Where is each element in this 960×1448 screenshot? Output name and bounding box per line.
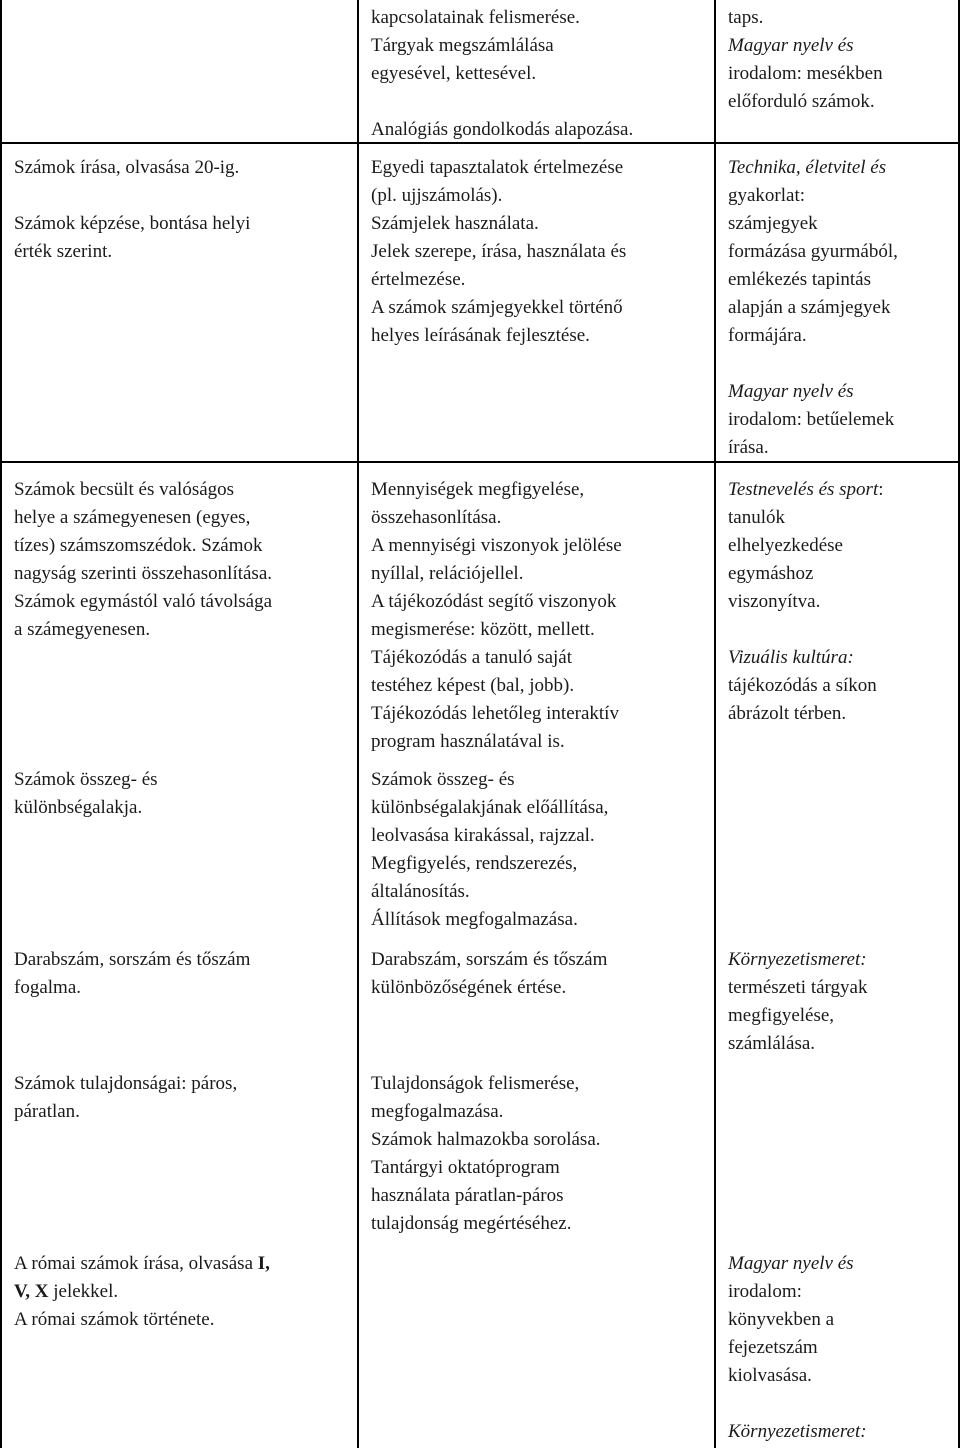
text-line: használata páratlan-páros (371, 1185, 564, 1206)
text-line: Számok halmazokba sorolása. (371, 1129, 601, 1150)
text-line: A tájékozódást segítő viszonyok (371, 591, 617, 612)
text-line: értelmezése. (371, 269, 466, 290)
text-line: (pl. ujjszámolás). (371, 185, 503, 206)
text-line: formájára. (728, 325, 807, 346)
text-line: fogalma. (14, 977, 82, 998)
text-line: viszonyítva. (728, 591, 821, 612)
colon: : (878, 479, 884, 500)
text-line: A számok számjegyekkel történő (371, 297, 623, 318)
text-line: helye a számegyenesen (egyes, (14, 507, 251, 528)
text-line: Egyedi tapasztalatok értelmezése (371, 157, 624, 178)
table-border-col2 (714, 0, 716, 1448)
text-span: jelekkel. (48, 1281, 119, 1302)
row4-col2 (371, 946, 607, 1002)
subject-label: Magyar nyelv és (728, 381, 854, 402)
text-line: Analógiás gondolkodás alapozása. (371, 119, 634, 140)
text-line: Jelek szerepe, írása, használata és (371, 241, 627, 262)
text-line: irodalom: betűelemek (728, 409, 895, 430)
text-line: tulajdonság megértéséhez. (371, 1213, 572, 1234)
text-line: Mennyiségek megfigyelése, (371, 479, 585, 500)
subject-heading (728, 476, 884, 504)
text-line: tanulók (728, 507, 785, 528)
text-line: testéhez képest (bal, jobb). (371, 675, 575, 696)
text-line: Számok összeg- és (14, 769, 158, 790)
row6-col1 (14, 1250, 270, 1334)
row6-col3 (728, 1250, 867, 1446)
subject-label: Vizuális kultúra: (728, 647, 854, 668)
text-line (14, 1278, 270, 1306)
text-line: Darabszám, sorszám és tőszám (371, 949, 608, 970)
text-line: számlálása. (728, 1033, 816, 1054)
row4-col3 (728, 946, 867, 1058)
roman-numeral: I, (257, 1253, 270, 1274)
row2-col2 (371, 476, 622, 756)
roman-numeral: V, X (14, 1281, 49, 1302)
subject-label: Környezetismeret: (728, 949, 867, 970)
text-line: nagyság szerinti összehasonlítása. (14, 563, 273, 584)
text-line: formázása gyurmából, (728, 241, 898, 262)
text-line: megfogalmazása. (371, 1101, 504, 1122)
text-line: Tájékozódás a tanuló saját (371, 647, 573, 668)
top-row-col2 (371, 4, 633, 144)
text-line: program használatával is. (371, 731, 565, 752)
row3-col1 (14, 766, 158, 822)
text-line: megismerése: között, mellett. (371, 619, 595, 640)
text-line: Számok írása, olvasása 20-ig. (14, 157, 240, 178)
text-line: Megfigyelés, rendszerezés, (371, 853, 578, 874)
text-line: egymáshoz (728, 563, 814, 584)
row1-col1 (14, 154, 250, 266)
text-line: emlékezés tapintás (728, 269, 871, 290)
text-line: gyakorlat: (728, 185, 806, 206)
text-line: érték szerint. (14, 241, 113, 262)
text-line: írása. (728, 437, 769, 458)
top-row-col3 (728, 4, 883, 116)
row1-col2 (371, 154, 626, 350)
text-line: helyes leírásának fejlesztése. (371, 325, 590, 346)
text-span: A római számok írása, olvasása (14, 1253, 258, 1274)
text-line (14, 1250, 270, 1278)
text-line: Darabszám, sorszám és tőszám (14, 949, 251, 970)
text-line: kapcsolatainak felismerése. (371, 7, 580, 28)
text-line: tízes) számszomszédok. Számok (14, 535, 263, 556)
text-line: előforduló számok. (728, 91, 875, 112)
text-line: Tárgyak megszámlálása (371, 35, 554, 56)
subject-label: Környezetismeret: (728, 1421, 867, 1442)
text-line: kiolvasása. (728, 1365, 812, 1386)
text-line: elhelyezkedése (728, 535, 843, 556)
text-line: irodalom: mesékben (728, 63, 883, 84)
text-line: leolvasása kirakással, rajzzal. (371, 825, 595, 846)
text-line: Tájékozódás lehetőleg interaktív (371, 703, 619, 724)
row2-col3 (728, 476, 884, 728)
text-line: Tulajdonságok felismerése, (371, 1073, 580, 1094)
text-line: nyíllal, relációjellel. (371, 563, 524, 584)
text-line: különbségalakja. (14, 797, 143, 818)
text-line: A római számok története. (14, 1309, 215, 1330)
text-line: Számok becsült és valóságos (14, 479, 235, 500)
subject-label: Magyar nyelv és (728, 35, 854, 56)
text-line: irodalom: (728, 1281, 802, 1302)
subject-label: Technika, életvitel és (728, 157, 887, 178)
text-line: A mennyiségi viszonyok jelölése (371, 535, 622, 556)
text-line: Számok képzése, bontása helyi (14, 213, 251, 234)
text-line: Számok egymástól való távolsága (14, 591, 273, 612)
text-line: páratlan. (14, 1101, 80, 1122)
text-line: Számok tulajdonságai: páros, (14, 1073, 238, 1094)
text-line: számjegyek (728, 213, 818, 234)
text-line: taps. (728, 7, 764, 28)
text-line: általánosítás. (371, 881, 470, 902)
text-line: egyesével, kettesével. (371, 63, 537, 84)
row4-col1 (14, 946, 250, 1002)
row3-col2 (371, 766, 608, 934)
text-line: tájékozódás a síkon (728, 675, 877, 696)
text-line: a számegyenesen. (14, 619, 151, 640)
text-line: Számjelek használata. (371, 213, 539, 234)
text-line: alapján a számjegyek (728, 297, 891, 318)
text-line: természeti tárgyak (728, 977, 868, 998)
text-line: összehasonlítása. (371, 507, 502, 528)
text-line: Tantárgyi oktatóprogram (371, 1157, 560, 1178)
text-line: különbségalakjának előállítása, (371, 797, 609, 818)
table-border-col1 (357, 0, 359, 1448)
subject-label: Testnevelés és sport (728, 479, 879, 500)
text-line: Számok összeg- és (371, 769, 515, 790)
text-line: ábrázolt térben. (728, 703, 847, 724)
text-line: megfigyelése, (728, 1005, 835, 1026)
subject-label: Magyar nyelv és (728, 1253, 854, 1274)
table-border-left (0, 0, 2, 1448)
text-line: Állítások megfogalmazása. (371, 909, 578, 930)
row5-col2 (371, 1070, 601, 1238)
text-line: különbözőségének értése. (371, 977, 567, 998)
row1-col3 (728, 154, 898, 462)
text-line: fejezetszám (728, 1337, 818, 1358)
row2-col1 (14, 476, 272, 644)
row5-col1 (14, 1070, 237, 1126)
text-line: könyvekben a (728, 1309, 835, 1330)
